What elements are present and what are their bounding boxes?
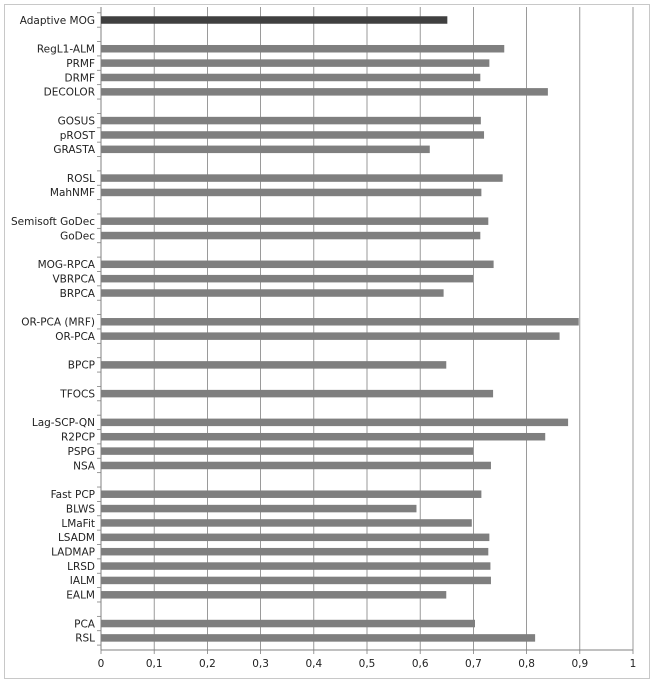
- category-label: DRMF: [64, 72, 95, 85]
- bar: [101, 548, 488, 556]
- category-label: MahNMF: [49, 187, 95, 200]
- x-tick-label: 0,8: [518, 658, 535, 670]
- category-label: ROSL: [66, 172, 95, 185]
- category-label: NSA: [73, 460, 95, 473]
- x-tick-label: 0,1: [145, 658, 163, 670]
- bar: [101, 189, 481, 197]
- x-tick-label: 0,3: [252, 658, 269, 670]
- category-label: OR-PCA (MRF): [21, 316, 95, 329]
- category-label: GRASTA: [53, 144, 95, 157]
- category-label: RegL1-ALM: [36, 43, 95, 56]
- bar: [101, 634, 535, 642]
- category-label: VBRPCA: [52, 273, 95, 286]
- bar: [101, 16, 447, 24]
- x-tick-label: 0: [97, 658, 105, 670]
- x-tick-label: 0,7: [465, 658, 482, 670]
- bar: [101, 131, 484, 139]
- bar: [101, 275, 473, 283]
- category-label: EALM: [66, 589, 95, 602]
- category-label: Semisoft GoDec: [10, 215, 95, 228]
- bar: [101, 174, 503, 182]
- bar-chart: [5, 5, 651, 680]
- bar: [101, 505, 416, 512]
- bar: [101, 146, 430, 154]
- category-label: MOG-RPCA: [37, 259, 95, 272]
- x-tick-label: 0,2: [199, 658, 216, 670]
- category-label: Adaptive MOG: [19, 14, 95, 27]
- category-label: OR-PCA: [55, 330, 95, 343]
- x-tick-label: 0,9: [571, 658, 589, 670]
- x-tick-label: 0,5: [358, 658, 376, 670]
- bar: [101, 490, 481, 498]
- bar: [101, 390, 493, 398]
- bar: [101, 591, 446, 599]
- x-tick-label: 0,6: [411, 658, 429, 670]
- bar: [101, 447, 473, 455]
- bar: [101, 462, 491, 470]
- bar: [101, 562, 490, 570]
- category-label: Lag-SCP-QN: [31, 417, 95, 430]
- bar: [101, 332, 560, 340]
- category-label: pROST: [59, 129, 95, 142]
- category-label: BLWS: [65, 503, 95, 516]
- category-label: RSL: [75, 632, 95, 645]
- category-label: PRMF: [66, 57, 95, 70]
- bar: [101, 88, 548, 96]
- bar: [101, 117, 481, 125]
- category-label: TFOCS: [60, 388, 95, 401]
- bar: [101, 534, 489, 542]
- bar: [101, 318, 579, 326]
- x-tick-label: 0,4: [305, 658, 323, 670]
- bar: [101, 232, 480, 240]
- bar: [101, 433, 545, 441]
- bar: [101, 59, 489, 67]
- category-label: GoDec: [60, 230, 95, 243]
- bar: [101, 74, 480, 82]
- bar: [101, 419, 568, 427]
- bar: [101, 217, 488, 225]
- bar: [101, 519, 472, 527]
- category-label: GOSUS: [57, 115, 95, 128]
- chart-frame: [4, 4, 650, 679]
- category-label: LSADM: [57, 532, 95, 545]
- category-label: LADMAP: [51, 546, 95, 559]
- bar: [101, 261, 494, 269]
- bar: [101, 289, 444, 297]
- category-label: PCA: [74, 618, 95, 631]
- category-label: IALM: [69, 575, 95, 588]
- category-label: DECOLOR: [43, 86, 95, 99]
- category-label: BRPCA: [59, 287, 95, 300]
- bar: [101, 45, 504, 53]
- category-label: PSPG: [67, 445, 95, 458]
- category-label: BPCP: [67, 359, 95, 372]
- category-label: R2PCP: [61, 431, 95, 444]
- bar: [101, 620, 475, 628]
- x-tick-label: 1: [629, 658, 637, 670]
- category-label: LRSD: [67, 560, 95, 573]
- bar: [101, 361, 446, 369]
- bar: [101, 577, 491, 585]
- category-label: LMaFit: [61, 517, 95, 530]
- category-label: Fast PCP: [50, 489, 95, 502]
